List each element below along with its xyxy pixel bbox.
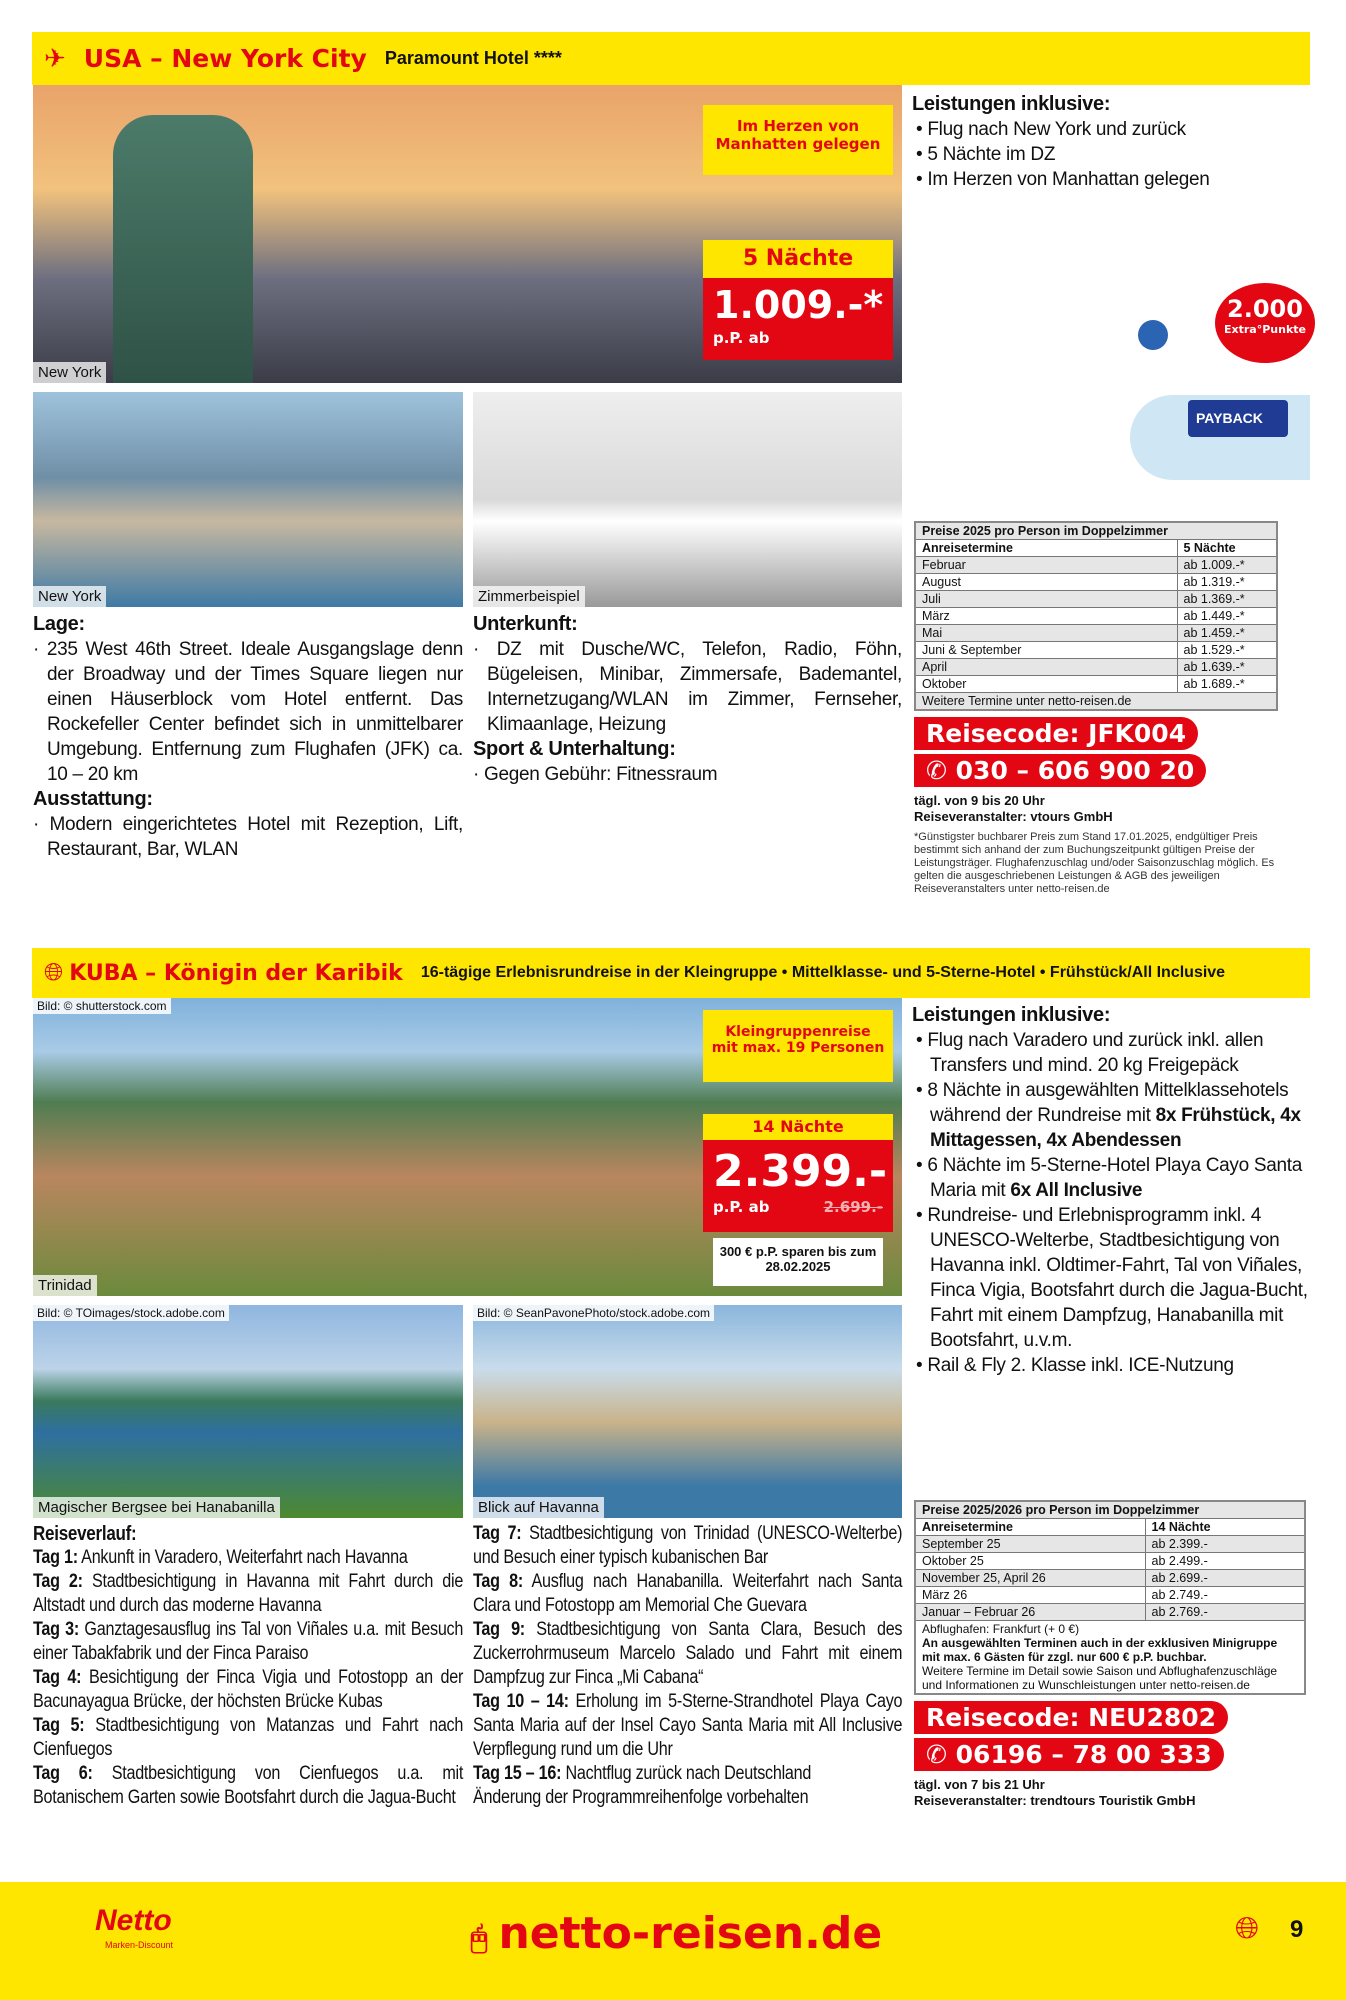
itinerary-day: Tag 10 – 14: Erholung im 5-Sterne-Strandhotel Playa Cayo Santa Maria auf der Insel Cayo Santa Maria mit All Inclusive Verpflegung rund um die Uhr: [473, 1691, 903, 1760]
price-cell: ab 1.009.-*: [1177, 557, 1277, 574]
footer: [0, 1882, 1346, 2000]
kuba-leistungen: [912, 1003, 1312, 1378]
table-row: [915, 659, 1277, 676]
operator: Reiseveranstalter: trendtours Touristik GmbH: [914, 1793, 1196, 1808]
payback-points-badge: [1215, 283, 1315, 363]
price-badge: [703, 1140, 893, 1232]
price-cell: ab 2.399.-: [1145, 1536, 1305, 1553]
phone-number: 06196 – 78 00 333: [955, 1740, 1212, 1769]
savings-note: 300 € p.P. sparen bis zum 28.02.2025: [713, 1238, 883, 1286]
reisecode-badge: Reisecode: JFK004: [914, 717, 1198, 750]
itinerary-day: Tag 6: Stadtbesichtigung von Cienfuegos u.a. mit Botanischem Garten sowie Bootsfahrt durch die Jagua-Bucht: [33, 1763, 464, 1808]
leistungen-item: • 5 Nächte im DZ: [916, 144, 1056, 165]
nyc-destination: USA – New York City: [83, 44, 367, 73]
price-note: p.P. ab: [713, 1198, 770, 1216]
table-title: Preise 2025/2026 pro Person im Doppelzimmer: [915, 1501, 1305, 1519]
netto-logo: Netto: [95, 1904, 172, 1937]
photo-caption: Trinidad: [33, 1275, 97, 1296]
photo-caption: New York: [33, 586, 106, 607]
price-cell: ab 2.749.-: [1145, 1587, 1305, 1604]
reiseverlauf-left: [33, 1522, 463, 1810]
date-cell: August: [915, 574, 1177, 591]
photo-caption: Zimmerbeispiel: [473, 586, 585, 607]
mouse-icon: 🖰︎: [470, 1921, 499, 1956]
date-cell: Februar: [915, 557, 1177, 574]
price: 2.399.-: [713, 1146, 888, 1197]
kuba-subtitle: 16-tägige Erlebnisrundreise in der Kleingruppe • Mittelklasse- und 5-Sterne-Hotel • Frühstück/All Inclusive: [420, 964, 1226, 981]
table-header: 14 Nächte: [1145, 1519, 1305, 1536]
sport-title: Sport & Unterhaltung:: [473, 738, 676, 760]
kuba-price-table: [914, 1500, 1306, 1809]
payback-logo: PAYBACK: [1188, 400, 1288, 437]
payback-mascot-icon: [1138, 320, 1168, 350]
payback-points-label: Extra°Punkte: [1224, 323, 1306, 336]
ausstattung-title: Ausstattung:: [33, 788, 153, 810]
nyc-price-table: [914, 521, 1278, 896]
leistungen-item: • 6 Nächte im 5-Sterne-Hotel Playa Cayo Santa Maria mit 6x All Inclusive: [916, 1155, 1303, 1201]
disclaimer: *Günstigster buchbarer Preis zum Stand 17.01.2025, endgültiger Preis bestimmt sich anhand der zum Buchungszeitpunkt gültigen Preise der Leistungsträger. Flughafenzuschlag und/oder Saisonzuschlag möglich. Es gelten die ausgeschriebenen Leistungen & AGB des jeweiligen Reiseveranstalters unter netto-reisen.de: [914, 831, 1275, 895]
price-cell: ab 2.769.-: [1145, 1604, 1305, 1621]
leistungen-item: • 8 Nächte in ausgewählten Mittelklassehotels während der Rundreise mit 8x Frühstück, 4x Mittagessen, 4x Abendessen: [916, 1080, 1301, 1151]
price-cell: ab 2.499.-: [1145, 1553, 1305, 1570]
nyc-leistungen: [912, 92, 1312, 192]
netto-logo-sub: Marken-Discount: [105, 1940, 174, 1950]
nyc-unterkunft-text: [473, 612, 902, 787]
nyc-lage-text: [33, 612, 463, 862]
airport-note: Abflughafen: Frankfurt (+ 0 €): [922, 1622, 1080, 1636]
nyc-main-photo: [33, 85, 902, 383]
table-row: [915, 1587, 1305, 1604]
itinerary-day: Tag 1: Ankunft in Varadero, Weiterfahrt nach Havanna: [33, 1547, 408, 1568]
price-cell: ab 2.699.-: [1145, 1570, 1305, 1587]
room-photo: [473, 392, 902, 607]
table-row: [915, 557, 1277, 574]
table-row: [915, 1553, 1305, 1570]
table-row: [915, 676, 1277, 693]
lage-text: · 235 West 46th Street. Ideale Ausgangslage denn der Broadway und der Times Square liegen nur einen Häuserblock vom Hotel entfernt. Das Rockefeller Center befindet sich in unmittelbarer Umgebung. Entfernung zum Flughafen (JFK) ca. 10 – 20 km: [33, 639, 463, 785]
globe-icon: 🌐︎: [1235, 1912, 1259, 1945]
price-note: p.P. ab: [713, 329, 770, 347]
ausstattung-text: · Modern eingerichtetes Hotel mit Rezeption, Lift, Restaurant, Bar, WLAN: [33, 814, 463, 860]
payback-points: 2.000: [1227, 295, 1303, 323]
date-cell: Oktober: [915, 676, 1177, 693]
nyc-aerial-photo: [33, 392, 463, 607]
hanabanilla-photo: [33, 1305, 463, 1518]
date-cell: Januar – Februar 26: [915, 1604, 1145, 1621]
photo-caption: New York: [33, 362, 106, 383]
page-number: 9: [1290, 1916, 1304, 1943]
date-cell: Juli: [915, 591, 1177, 608]
reiseverlauf-title: Reiseverlauf:: [33, 1523, 137, 1545]
date-cell: April: [915, 659, 1177, 676]
price-cell: ab 1.449.-*: [1177, 608, 1277, 625]
table-header: Anreisetermine: [915, 540, 1177, 557]
price-cell: ab 1.639.-*: [1177, 659, 1277, 676]
photo-caption: Blick auf Havanna: [473, 1497, 604, 1518]
price: 1.009.-*: [713, 283, 884, 327]
itinerary-day: Tag 4: Besichtigung der Finca Vigia und Fotostopp an der Bacunayagua Brücke, der höchsten Brücke Kubas: [33, 1667, 464, 1712]
program-note: Änderung der Programmreihenfolge vorbehalten: [473, 1787, 809, 1808]
hours: tägl. von 7 bis 21 Uhr: [914, 1777, 1045, 1792]
date-cell: Juni & September: [915, 642, 1177, 659]
leistungen-item: • Rail & Fly 2. Klasse inkl. ICE-Nutzung: [916, 1355, 1234, 1376]
sport-text: · Gegen Gebühr: Fitnessraum: [473, 764, 718, 785]
plane-icon: ✈: [44, 43, 66, 73]
old-price: 2.699.-: [823, 1198, 883, 1216]
date-cell: Mai: [915, 625, 1177, 642]
table-row: [915, 574, 1277, 591]
globe-icon: 🌐︎: [44, 959, 64, 986]
itinerary-day: Tag 3: Ganztagesausflug ins Tal von Viñales u.a. mit Besuch einer Tabakfabrik und der Finca Paraiso: [33, 1619, 464, 1664]
date-cell: März: [915, 608, 1177, 625]
phone-icon: ✆: [926, 1740, 956, 1769]
leistungen-item: • Flug nach Varadero und zurück inkl. allen Transfers und mind. 20 kg Freigepäck: [916, 1030, 1264, 1076]
lage-title: Lage:: [33, 613, 85, 635]
hours: tägl. von 9 bis 20 Uhr: [914, 793, 1045, 808]
table-row: [915, 625, 1277, 642]
leistungen-title: Leistungen inklusive:: [912, 93, 1111, 115]
table-header: Anreisetermine: [915, 1519, 1145, 1536]
trinidad-photo: [33, 998, 902, 1296]
phone-button[interactable]: [914, 1738, 1224, 1771]
itinerary-day: Tag 8: Ausflug nach Hanabanilla. Weiterfahrt nach Santa Clara und Fotostopp am Memorial Che Guevara: [473, 1571, 903, 1616]
itinerary-day: Tag 15 – 16: Nachtflug zurück nach Deutschland: [473, 1763, 812, 1784]
nyc-hotel: Paramount Hotel ****: [384, 48, 562, 68]
leistungen-title: Leistungen inklusive:: [912, 1004, 1111, 1026]
price-cell: ab 1.689.-*: [1177, 676, 1277, 693]
table-footer: Weitere Termine unter netto-reisen.de: [915, 693, 1277, 711]
group-badge: Kleingruppenreise mit max. 19 Personen: [703, 1010, 893, 1082]
table-title: Preise 2025 pro Person im Doppelzimmer: [915, 522, 1277, 540]
itinerary-day: Tag 5: Stadtbesichtigung von Matanzas und Fahrt nach Cienfuegos: [33, 1715, 464, 1760]
unterkunft-title: Unterkunft:: [473, 613, 578, 635]
statue-of-liberty-shape: [113, 115, 253, 383]
reiseverlauf-right: [473, 1522, 902, 1810]
date-cell: November 25, April 26: [915, 1570, 1145, 1587]
photo-credit: Bild: © shutterstock.com: [33, 998, 171, 1014]
leistungen-item: • Rundreise- und Erlebnisprogramm inkl. 4 UNESCO-Welterbe, Stadtbesichtigung von Havanna inkl. Oldtimer-Fahrt, Tal von Viñales, Finca Vigia, Bootsfahrt durch die Jagua-Bucht, Fahrt mit einem Dampfzug, Hanabanilla mit Bootsfahrt, u.v.m.: [916, 1205, 1308, 1351]
table-header: 5 Nächte: [1177, 540, 1277, 557]
more-info-note: Weitere Termine im Detail sowie Saison und Abflughafenzuschläge und Informationen zu Wunschleistungen unter netto-reisen.de: [922, 1664, 1278, 1692]
kuba-header-bar: [32, 948, 1310, 998]
price-cell: ab 1.529.-*: [1177, 642, 1277, 659]
leistungen-item: • Im Herzen von Manhattan gelegen: [916, 169, 1210, 190]
table-row: [915, 1604, 1305, 1621]
minigroup-note: An ausgewählten Terminen auch in der exklusiven Minigruppe mit max. 6 Gästen für zzgl. nur 600 € p.P. buchbar.: [922, 1636, 1278, 1664]
table-row: [915, 591, 1277, 608]
photo-credit: Bild: © TOimages/stock.adobe.com: [33, 1305, 229, 1321]
table-row: [915, 608, 1277, 625]
price-cell: ab 1.459.-*: [1177, 625, 1277, 642]
table-row: [915, 642, 1277, 659]
itinerary-day: Tag 7: Stadtbesichtigung von Trinidad (UNESCO-Welterbe) und Besuch einer typisch kubanischen Bar: [473, 1523, 903, 1568]
itinerary-day: Tag 9: Stadtbesichtigung von Santa Clara, Besuch des Zuckerrohrmuseum Marcelo Salado und Fahrt mit einem Dampfzug zur Finca „Mi Cabana“: [473, 1619, 903, 1688]
kuba-destination: KUBA – Königin der Karibik: [69, 960, 403, 986]
location-badge: Im Herzen von Manhatten gelegen: [703, 105, 893, 175]
footer-url: netto-reisen.de: [498, 1908, 883, 1959]
reisecode-badge: Reisecode: NEU2802: [914, 1701, 1228, 1734]
havanna-photo: [473, 1305, 902, 1518]
table-row: [915, 1570, 1305, 1587]
unterkunft-text: · DZ mit Dusche/WC, Telefon, Radio, Föhn, Bügeleisen, Minibar, Zimmersafe, Bademantel, Internetzugang/WLAN im Zimmer, Fernseher, Klimaanlage, Heizung: [473, 639, 902, 735]
phone-number: 030 – 606 900 20: [955, 756, 1195, 785]
phone-icon: ✆: [926, 756, 956, 785]
price-cell: ab 1.319.-*: [1177, 574, 1277, 591]
date-cell: März 26: [915, 1587, 1145, 1604]
leistungen-item: • Flug nach New York und zurück: [916, 119, 1186, 140]
date-cell: September 25: [915, 1536, 1145, 1553]
price-badge: [703, 278, 893, 360]
nyc-header-bar: [32, 32, 1310, 85]
price-cell: ab 1.369.-*: [1177, 591, 1277, 608]
nights-badge: 5 Nächte: [703, 240, 893, 278]
operator: Reiseveranstalter: vtours GmbH: [914, 809, 1113, 824]
table-row: [915, 1536, 1305, 1553]
itinerary-day: Tag 2: Stadtbesichtigung in Havanna mit Fahrt durch die Altstadt und durch das moderne Havanna: [33, 1571, 464, 1616]
photo-caption: Magischer Bergsee bei Hanabanilla: [33, 1497, 280, 1518]
footer-url-link[interactable]: [470, 1908, 882, 1959]
date-cell: Oktober 25: [915, 1553, 1145, 1570]
photo-credit: Bild: © SeanPavonePhoto/stock.adobe.com: [473, 1305, 714, 1321]
phone-button[interactable]: [914, 754, 1206, 787]
nights-badge: 14 Nächte: [703, 1114, 893, 1140]
